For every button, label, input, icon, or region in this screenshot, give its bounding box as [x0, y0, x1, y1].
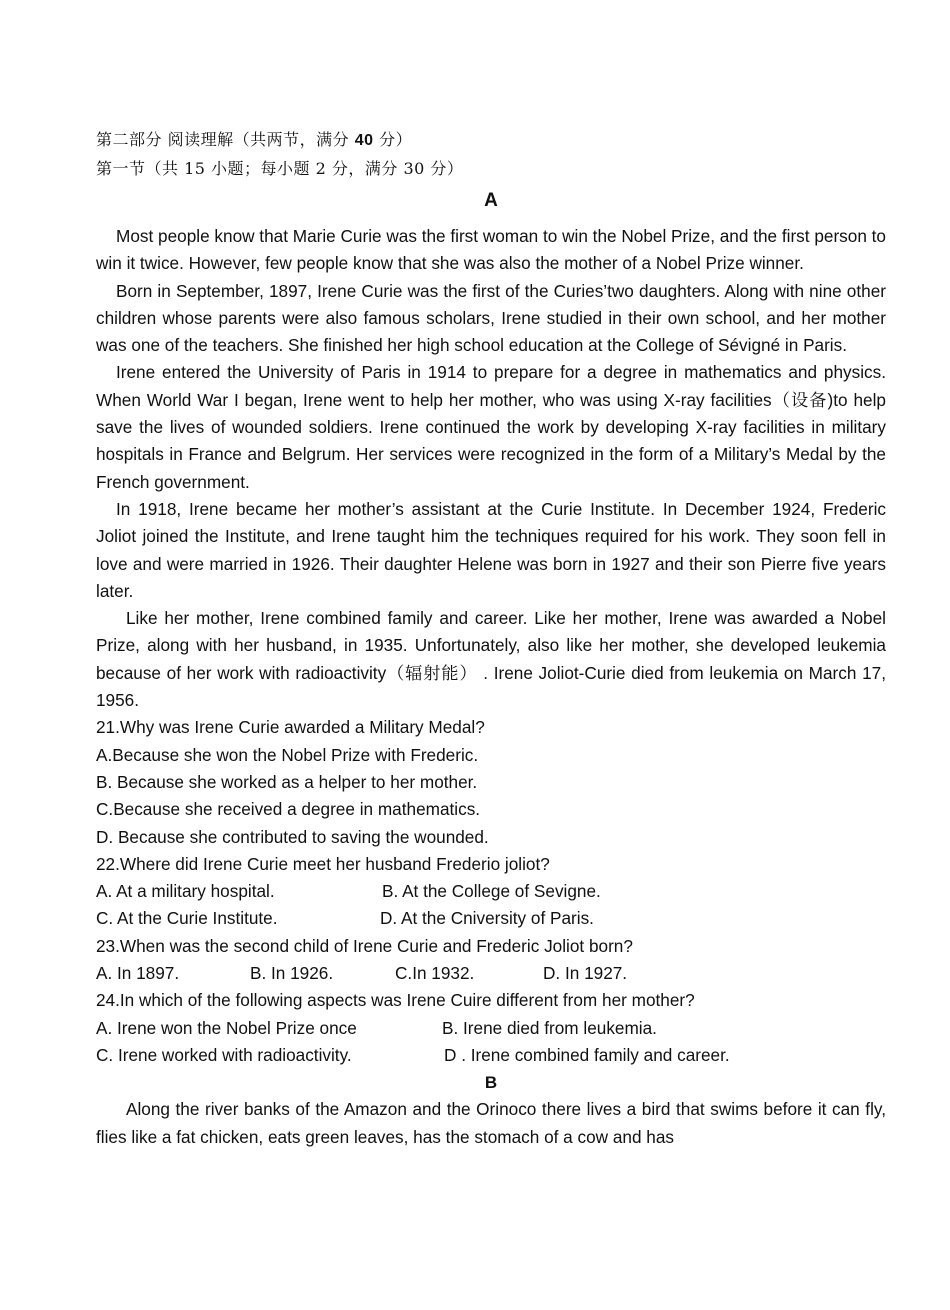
question-22-options-row-1 — [96, 878, 886, 905]
question-24-stem: 24.In which of the following aspects was Irene Cuire different from her mother? — [96, 990, 695, 1011]
section-heading: 第一节（共 15 小题；每小题 2 分，满分 30 分） — [96, 159, 464, 178]
passage-b-paragraph-1: Along the river banks of the Amazon and the Orinoco there lives a bird that swims before it can fly, flies like a fat chicken, eats green leaves, has the stomach of a cow and has — [96, 1099, 886, 1147]
passage-a-paragraph-3: Irene entered the University of Paris in 1914 to prepare for a degree in mathematics and physics. When World War I began, Irene went to help her mother, who was using X-ray facilities（设备)to help save the lives of wounded soldiers. Irene continued the work by developing X-ray facilities in military hospitals in France and Belgrum. Her services were recognized in the form of a Military’s Medal by the French government. — [96, 362, 886, 492]
part-heading-prefix: 第二部分 阅读理解（共两节，满分 — [96, 130, 355, 149]
question-22-options-row-2 — [96, 905, 886, 932]
question-23-option-d: D. In 1927. — [543, 963, 628, 984]
question-21-option-a: A.Because she won the Nobel Prize with Frederic. — [96, 744, 479, 765]
passage-a-title: A — [484, 190, 498, 211]
passage-a-paragraph-5: Like her mother, Irene combined family and career. Like her mother, Irene was awarded a Nobel Prize, along with her husband, in 1935. Unfortunately, also like her mother, she developed leukemia because of her work with radioactivity（辐射能） . Irene Joliot-Curie died from leukemia on March 17, 1956. — [96, 608, 886, 711]
question-24-option-c: C. Irene worked with radioactivity. — [96, 1044, 352, 1065]
passage-a-paragraph-2: Born in September, 1897, Irene Curie was the first of the Curies’two daughters. Along with nine other children whose parents were also famous scholars, Irene studied in their own school, and her mother was one of the teachers. She finished her high school education at the College of Sévigné in Paris. — [96, 280, 886, 356]
passage-b-title: B — [484, 1073, 498, 1093]
question-21-option-d: D. Because she contributed to saving the wounded. — [96, 826, 489, 847]
passage-a-paragraph-4: In 1918, Irene became her mother’s assistant at the Curie Institute. In December 1924, Frederic Joliot joined the Institute, and Irene taught him the techniques required for his work. They soon fell in love and were married in 1926. Their daughter Helene was born in 1927 and their son Pierre five years later. — [96, 498, 886, 601]
question-21-stem: 21.Why was Irene Curie awarded a Military Medal? — [96, 717, 485, 738]
question-21-option-b: B. Because she worked as a helper to her mother. — [96, 771, 478, 792]
part-heading-suffix: 分） — [373, 130, 413, 149]
exam-page — [96, 126, 886, 1151]
question-22-option-b: B. At the College of Sevigne. — [382, 881, 601, 902]
question-24-option-d: D . Irene combined family and career. — [444, 1044, 730, 1065]
question-21-option-c: C.Because she received a degree in mathematics. — [96, 799, 481, 820]
question-23-options-row — [96, 960, 886, 987]
question-23-option-b: B. In 1926. — [250, 963, 334, 984]
question-22-option-a: A. At a military hospital. — [96, 881, 275, 902]
question-24-options-row-1 — [96, 1015, 886, 1042]
question-24-option-a: A. Irene won the Nobel Prize once — [96, 1017, 357, 1038]
question-24-options-row-2 — [96, 1042, 886, 1069]
question-23-option-a: A. In 1897. — [96, 963, 180, 984]
part-heading-score: 40 — [354, 132, 374, 149]
question-24-option-b: B. Irene died from leukemia. — [442, 1017, 657, 1038]
question-22-option-c: C. At the Curie Institute. — [96, 908, 278, 929]
question-22-option-d: D. At the Cniversity of Paris. — [380, 908, 594, 929]
question-22-stem: 22.Where did Irene Curie meet her husband Frederio joliot? — [96, 853, 550, 874]
passage-a-paragraph-1: Most people know that Marie Curie was the first woman to win the Nobel Prize, and the first person to win it twice. However, few people know that she was also the mother of a Nobel Prize winner. — [96, 226, 886, 274]
question-23-option-c: C.In 1932. — [395, 963, 475, 984]
part-heading — [96, 126, 886, 155]
question-23-stem: 23.When was the second child of Irene Curie and Frederic Joliot born? — [96, 935, 633, 956]
